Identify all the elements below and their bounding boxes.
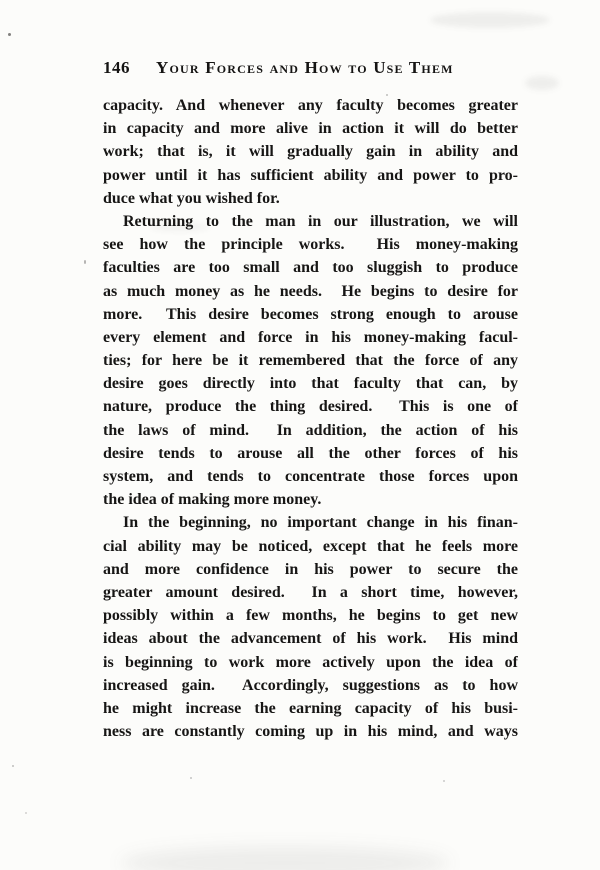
text-line: every element and force in his money-making facul- [103, 328, 518, 346]
text-line: desire tends to arouse all the other forces of his [103, 444, 518, 462]
text-line: ness are constantly coming up in his mind, and ways [103, 723, 518, 741]
scan-smudge [430, 12, 550, 28]
text-line: more. This desire becomes strong enough to arouse [103, 305, 518, 323]
scan-speck [386, 94, 388, 96]
page-number: 146 [103, 58, 130, 77]
text-line: greater amount desired. In a short time, however, [103, 583, 518, 601]
scan-speck [443, 780, 445, 782]
text-line: see how the principle works. His money-making [103, 236, 518, 254]
text-line: possibly within a few months, he begins to get new [103, 607, 518, 625]
running-title: Your Forces and How to Use Them [156, 58, 454, 77]
text-line: ideas about the advancement of his work. His mind [103, 630, 518, 648]
text-line: and more confidence in his power to secure the [103, 560, 518, 578]
scan-speck [25, 812, 27, 814]
text-line: in capacity and more alive in action it will do better [103, 120, 518, 138]
text-line: nature, produce the thing desired. This is one of [103, 398, 518, 416]
running-header [103, 58, 518, 78]
text-line: faculties are too small and too sluggish to produce [103, 259, 518, 277]
text-line: increased gain. Accordingly, suggestions as to how [103, 676, 518, 694]
text-line: work; that is, it will gradually gain in ability and [103, 143, 518, 161]
text-line: capacity. And whenever any faculty becomes greater [103, 97, 518, 114]
scan-speck [190, 777, 192, 779]
scan-shadow [120, 846, 450, 870]
text-line: In the beginning, no important change in his finan- [123, 514, 518, 532]
text-line: cial ability may be noticed, except that he feels more [103, 537, 518, 555]
scan-smudge [525, 76, 559, 90]
scan-speck [12, 765, 14, 767]
text-line: desire goes directly into that faculty that can, by [103, 375, 518, 393]
text-line: he might increase the earning capacity of his busi- [103, 699, 518, 717]
text-line: Returning to the man in our illustration, we will [123, 212, 518, 230]
text-line: the idea of making more money. [103, 491, 322, 509]
text-line: duce what you wished for. [103, 189, 280, 207]
scan-speck [8, 33, 11, 36]
text-line: the laws of mind. In addition, the action of his [103, 421, 518, 439]
text-line: system, and tends to concentrate those forces upon [103, 468, 518, 485]
text-line: ties; for here be it remembered that the force of any [103, 352, 518, 370]
text-line: is beginning to work more actively upon the idea of [103, 653, 518, 671]
scan-smudge [150, 222, 210, 232]
body-text [103, 94, 518, 743]
text-line: power until it has sufficient ability and power to pro- [103, 166, 518, 184]
scan-speck [84, 260, 86, 264]
text-line: as much money as he needs. He begins to desire for [103, 282, 518, 300]
